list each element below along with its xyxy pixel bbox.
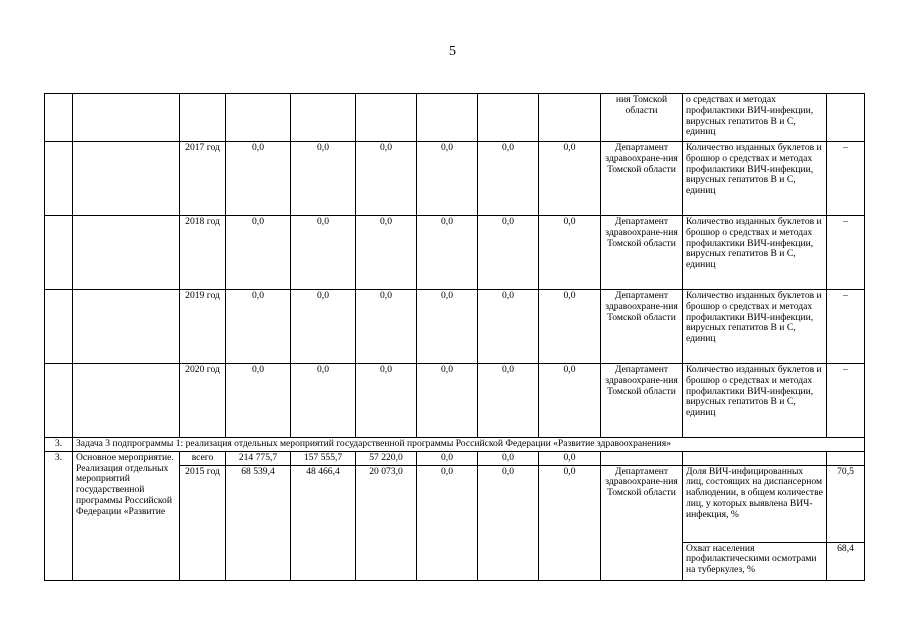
value-cell: 0,0 (356, 364, 417, 438)
value-cell (539, 94, 601, 142)
value-cell: 0,0 (417, 142, 478, 216)
num-cell (45, 290, 73, 364)
value-cell: 68 539,4 (226, 465, 291, 580)
year-cell (180, 94, 226, 142)
value-cell: 0,0 (539, 216, 601, 290)
value-cell: 0,0 (539, 142, 601, 216)
value-cell (356, 94, 417, 142)
num-cell (45, 94, 73, 142)
value-cell (226, 94, 291, 142)
page-number: 5 (449, 44, 456, 59)
value-cell: 0,0 (478, 451, 539, 465)
year-cell: 2019 год (180, 290, 226, 364)
value-cell: 0,0 (291, 290, 356, 364)
value-cell: 0,0 (356, 142, 417, 216)
event-num: 3. (45, 451, 73, 580)
dept-cell: Департамент здравоохране-ния Томской области (601, 290, 683, 364)
event-name: Основное мероприятие. Реализация отдельных мероприятий государственной программы Российской Федерации «Развитие (73, 451, 180, 580)
value-cell: 0,0 (356, 290, 417, 364)
year-cell: 2020 год (180, 364, 226, 438)
target-cell (827, 451, 865, 465)
value-cell: 0,0 (539, 290, 601, 364)
value-cell: 0,0 (417, 216, 478, 290)
name-cell (73, 290, 180, 364)
year-cell: 2017 год (180, 142, 226, 216)
value-cell: 20 073,0 (356, 465, 417, 580)
indicator-cell (683, 451, 827, 465)
value-cell: 0,0 (291, 364, 356, 438)
dept-cell (601, 451, 683, 465)
target-cell: 68,4 (827, 542, 865, 580)
value-cell: 0,0 (417, 290, 478, 364)
indicator-cell: Охват населения профилактическими осмотрами на туберкулез, % (683, 542, 827, 580)
target-cell: – (827, 364, 865, 438)
value-cell: 0,0 (478, 465, 539, 580)
value-cell: 0,0 (539, 465, 601, 580)
indicator-cell: Количество изданных буклетов и брошюр о средствах и методах профилактики ВИЧ-инфекции, вирусных гепатитов В и С, единиц (683, 216, 827, 290)
year-cell: 2018 год (180, 216, 226, 290)
name-cell (73, 216, 180, 290)
value-cell (291, 94, 356, 142)
table-row-task (45, 438, 865, 452)
value-cell: 0,0 (417, 364, 478, 438)
dept-cell: Департамент здравоохране-ния Томской области (601, 142, 683, 216)
value-cell: 157 555,7 (291, 451, 356, 465)
value-cell: 0,0 (539, 364, 601, 438)
year-cell: 2015 год (180, 465, 226, 580)
value-cell: 0,0 (226, 290, 291, 364)
indicator-cell: Доля ВИЧ-инфицированных лиц, состоящих на диспансерном наблюдении, в общем количестве лиц, у которых выявлена ВИЧ-инфекция, % (683, 465, 827, 542)
value-cell (417, 94, 478, 142)
value-cell: 0,0 (478, 364, 539, 438)
table-row-2020 (45, 364, 865, 438)
table-row-2019 (45, 290, 865, 364)
program-table (44, 93, 865, 581)
table-row-2017 (45, 142, 865, 216)
value-cell: 214 775,7 (226, 451, 291, 465)
total-label: всего (180, 451, 226, 465)
name-cell (73, 142, 180, 216)
value-cell: 0,0 (226, 364, 291, 438)
dept-cell: Департамент здравоохране-ния Томской области (601, 364, 683, 438)
value-cell: 0,0 (478, 290, 539, 364)
dept-cell: Департамент здравоохране-ния Томской области (601, 216, 683, 290)
target-cell: – (827, 290, 865, 364)
name-cell (73, 364, 180, 438)
value-cell: 0,0 (539, 451, 601, 465)
task-num: 3. (45, 438, 73, 452)
table-row-2018 (45, 216, 865, 290)
value-cell (478, 94, 539, 142)
value-cell: 0,0 (356, 216, 417, 290)
target-cell: – (827, 216, 865, 290)
target-cell: 70,5 (827, 465, 865, 542)
num-cell (45, 216, 73, 290)
task-title: Задача 3 подпрограммы 1: реализация отдельных мероприятий государственной программы Российской Федерации «Развитие здравоохранения» (73, 438, 865, 452)
target-cell (827, 94, 865, 142)
num-cell (45, 142, 73, 216)
indicator-cell: Количество изданных буклетов и брошюр о средствах и методах профилактики ВИЧ-инфекции, вирусных гепатитов В и С, единиц (683, 290, 827, 364)
table-row-event-total (45, 451, 865, 465)
value-cell: 0,0 (291, 142, 356, 216)
num-cell (45, 364, 73, 438)
table-row-continuation (45, 94, 865, 142)
value-cell: 57 220,0 (356, 451, 417, 465)
value-cell: 0,0 (478, 216, 539, 290)
dept-cell: ния Томской области (601, 94, 683, 142)
value-cell: 0,0 (226, 142, 291, 216)
value-cell: 0,0 (417, 465, 478, 580)
indicator-cell: Количество изданных буклетов и брошюр о средствах и методах профилактики ВИЧ-инфекции, вирусных гепатитов В и С, единиц (683, 142, 827, 216)
indicator-cell: Количество изданных буклетов и брошюр о средствах и методах профилактики ВИЧ-инфекции, вирусных гепатитов В и С, единиц (683, 364, 827, 438)
name-cell (73, 94, 180, 142)
value-cell: 48 466,4 (291, 465, 356, 580)
value-cell: 0,0 (291, 216, 356, 290)
indicator-cell: о средствах и методах профилактики ВИЧ-инфекции, вирусных гепатитов В и С, единиц (683, 94, 827, 142)
value-cell: 0,0 (417, 451, 478, 465)
value-cell: 0,0 (226, 216, 291, 290)
dept-cell: Департамент здравоохране-ния Томской области (601, 465, 683, 580)
value-cell: 0,0 (478, 142, 539, 216)
target-cell: – (827, 142, 865, 216)
